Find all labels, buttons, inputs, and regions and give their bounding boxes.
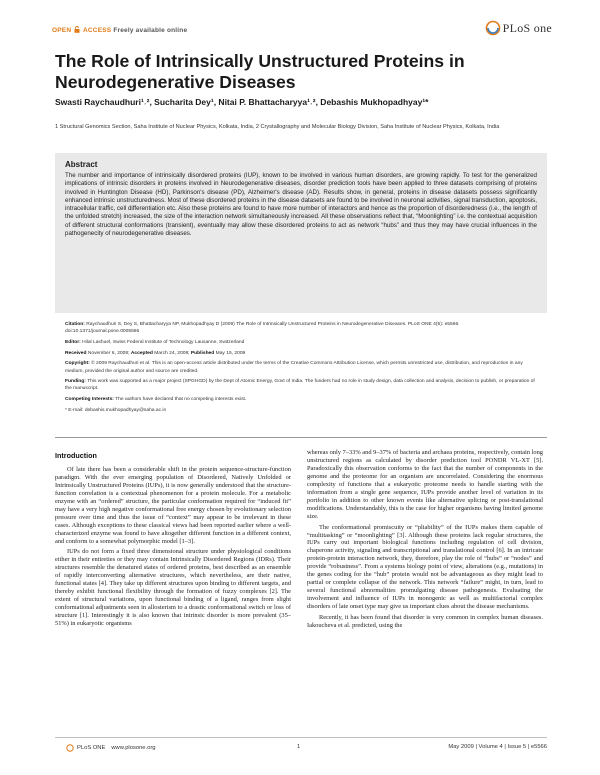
right-column — [307, 449, 543, 630]
freely-available-label: Freely available online — [113, 27, 188, 34]
citation-text: Raychaudhuri S, Dey S, Bhattacharyya NP, Mukhopadhyay D (2009) The Role of Intrinsically Unstructured Proteins in Neurodegenerative Diseases. PLoS ONE 4(5): e5566. doi:10.1371/journal.pone.0005566 — [65, 322, 460, 335]
access-label: ACCESS — [83, 27, 112, 34]
funding-line — [65, 378, 535, 392]
accepted-date: March 24, 2009; — [154, 350, 190, 356]
intro-paragraph-4: The conformational promiscuity or “pliability” of the IUPs makes them capable of “multitasking” or “moonlighting” [3]. Although these proteins lack regular structures, the IUPs carry out important biological functions including regulation of cell division, chaperone activity, signaling and transcriptional and translational control [6]. In an intricate protein-protein interaction network, they, therefore, play the role of “hubs” or “nodes” and provide “robustness”. From a systems biology point of view, alterations (e.g., mutations) in the genes coding for the “hub” protein would not be advantageous as they might lead to partial or complete collapse of the network. This network “failure” might, in turn, lead to several functional abnormalities promulgating disease pathogenesis. Evaluating the involvement and influence of IUPs in monogenic as well as multifactorial complex disorders of late onset type may give us important clues about the disease mechanisms. — [307, 523, 543, 611]
footer-issue: May 2009 | Volume 4 | Issue 5 | e5566 — [448, 744, 547, 750]
dates-line — [65, 350, 535, 357]
copyright-label: Copyright: — [65, 361, 90, 367]
citation-label: Citation: — [65, 322, 85, 327]
plos-one-logo — [485, 20, 552, 36]
footer-divider — [55, 737, 547, 738]
intro-paragraph-3: whereas only 7–33% and 9–37% of bacteria and archaea proteins, respectively, contain long unstructured regions as calculated by disorder prediction tool PONDR VL-XT [5]. Paradoxically this observation conforms to the fact that the number of components in the genome and the proteome for an organism are uncorrelated. Considering the enormous complexity of functions that a eukaryotic proteome needs to handle starting with the information from a single gene sequence, IUPs provide another level of variation in its portfolio in addition to other known events like alternative splicing or post-translational modifications. Understandably, this is the case for higher organisms having limited genome size. — [307, 449, 543, 520]
abstract-text: The number and importance of intrinsically disordered proteins (IUP), known to be involved in various human disorders, are growing rapidly. To test for the generalized implications of intrinsic disorders in proteins involved in Neurodegenerative diseases, disorder prediction tools have been applied to three datasets comprising of proteins involved in Huntington Disease (HD), Parkinson's disease (PD), Alzheimer's disease (AD). Results show, in general, proteins in disease datasets possess significantly enhanced intrinsic unstructuredness. Most of these disordered proteins in the disease datasets are found to be involved in neuronal activities, signal transduction, apoptosis, intracellular traffic, cell differentiation etc. Also these proteins are found to have more number of interactors and hence as the proportion of disorderedness (i.e., the length of the unfolded stretch) increased, the size of the interaction network simultaneously increased. All these observations reflect that, “Moonlighting” i.e. the contextual acquisition of different structural conformations (transient), eventually may allow these disordered proteins to act as network “hubs” and thus they may have crucial influences in the pathogenecity of neurodegenerative diseases. — [65, 172, 537, 238]
intro-paragraph-2: IUPs do not form a fixed three dimensional structure under physiological conditions either in their entireties or they may contain Intrinsically Disordered Regions (IDRs). Their structures resemble the denatured states of ordered proteins, best described as an ensemble of rapidly interconverting alternative structures, which nevertheless, are their native, functional states [4]. They take up different structures upon binding to different targets, and thereby exhibit functional flexibility through the formation of fuzzy complexes [2]. The extent of structural variations, upon functional binding of a ligand, ranges from slight conformational adjustments seen in allosterism to a drastic conformational switch or loss of structure [1]. Interestingly it is also known that intrinsic disorder is more prevalent (35–51%) in eukaryotic organisms — [55, 548, 291, 628]
email-text: * E-mail: debashis.mukhopadhyay@saha.ac.in — [65, 407, 167, 413]
received-label: Received — [65, 350, 87, 356]
plos-footer-logo-icon — [66, 744, 74, 752]
footer-journal — [66, 744, 156, 752]
intro-paragraph-5: Recently, it has been found that disorder is very common in complex human diseases. Iakoucheva et al. predicted, using the — [307, 614, 543, 630]
copyright-text: © 2009 Raychaudhuri et al. This is an open-access article distributed under the terms of the Creative Commons Attribution License, which permits unrestricted use, distribution, and reproduction in any medium, provided the original author and source are credited. — [65, 361, 523, 374]
metadata-divider — [55, 437, 547, 438]
funding-label: Funding: — [65, 379, 86, 385]
author-list: Swasti Raychaudhuri¹˒², Sucharita Dey¹, Nitai P. Bhattacharyya¹˒², Debashis Mukhopadhyay¹* — [55, 97, 429, 107]
received-date: November 6, 2008; — [87, 350, 130, 356]
editor-label: Editor: — [65, 339, 81, 345]
introduction-heading: Introduction — [55, 451, 97, 460]
accepted-label: Accepted — [130, 350, 153, 356]
citation-line — [65, 321, 535, 335]
editor-line — [65, 339, 535, 346]
affiliations: 1 Structural Genomics Section, Saha Institute of Nuclear Physics, Kolkata, India, 2 Crystallography and Molecular Biology Division, Saha Institute of Nuclear Physics, Kolkata, India — [55, 124, 500, 130]
competing-text: The authors have declared that no competing interests exist. — [115, 397, 247, 403]
abstract-box — [55, 153, 547, 313]
email-line — [65, 407, 535, 414]
footer-journal-name: PLoS ONE — [77, 745, 106, 751]
competing-label: Competing Interests: — [65, 397, 114, 403]
page-number: 1 — [297, 744, 301, 750]
footer-site: www.plosone.org — [111, 745, 156, 751]
competing-interests-line — [65, 396, 535, 403]
copyright-line — [65, 360, 535, 374]
article-metadata — [65, 321, 535, 418]
journal-header — [52, 20, 552, 50]
abstract-heading: Abstract — [65, 160, 98, 169]
article-title: The Role of Intrinsically Unstructured Proteins in Neurodegenerative Diseases — [55, 51, 465, 92]
plos-logo-icon — [485, 20, 501, 36]
open-label: OPEN — [52, 27, 72, 34]
funding-text: This work was supported as a major project (SPGHGD) by the Dept of Atomic Energy, Govt of India. The funders had no role in study design, data collection and analysis, decision to publish, or preparation of the manuscript. — [65, 379, 535, 392]
published-date: May 15, 2009 — [215, 350, 246, 356]
intro-paragraph-1: Of late there has been a considerable shift in the protein sequence-structure-function paradigm. With the ever emerging population of Disordered, Natively Unfolded or Intrinsically Unstructured Proteins (IUPs), it is now generally understood that the structure-function correlation is a contextual phenomenon for a protein molecule. For a metabolic enzyme with an “ordered” structure, the particular conformation required for “induced fit” may have a very high negative conformational free energy chosen by evolutionary selection pressure over time and thus the issue of “context” may appear to be irrelevant in these cases. Although exceptions to these classical views had been reported earlier where a well-characterized enzyme was found to have altogether different function in a different context, and conform to a somewhat polymorphic model [1–3]. — [55, 465, 291, 545]
published-label: Published — [190, 350, 215, 356]
open-lock-icon — [74, 26, 80, 33]
open-access-banner — [52, 26, 187, 34]
editor-text: Hilal Lashuel, Swiss Federal Institute of Technology Lausanne, Switzerland — [82, 339, 245, 345]
logo-text: PLoS one — [502, 20, 552, 35]
left-column — [55, 452, 291, 628]
